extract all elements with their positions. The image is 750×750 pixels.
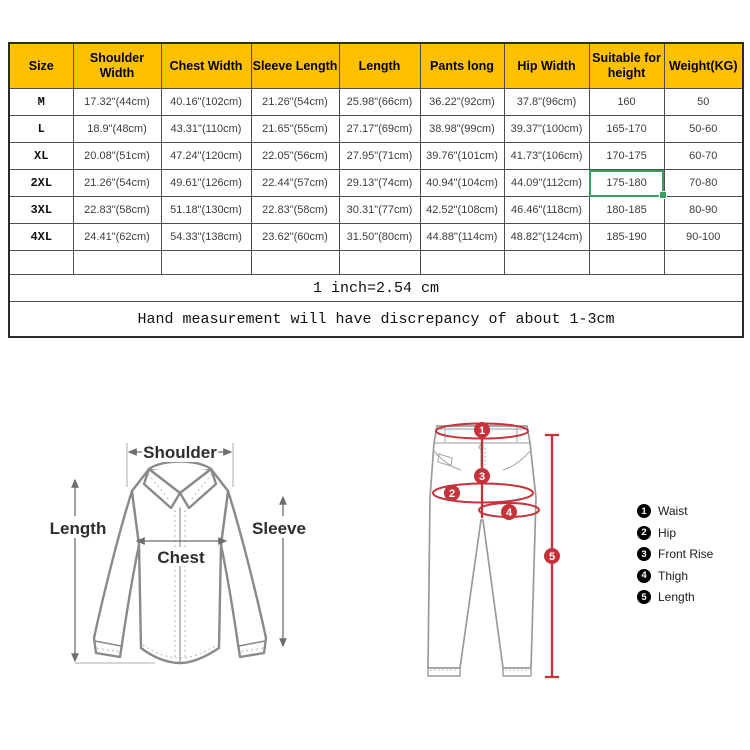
table-cell: 47.24"(120cm) — [161, 143, 251, 170]
inch-conversion-note: 1 inch=2.54 cm — [9, 275, 743, 302]
table-cell: 41.73"(106cm) — [504, 143, 589, 170]
table-cell: 21.26"(54cm) — [73, 170, 161, 197]
table-cell: 22.83"(58cm) — [73, 197, 161, 224]
table-cell — [73, 251, 161, 275]
table-cell: 40.94"(104cm) — [420, 170, 504, 197]
table-cell: 46.46"(118cm) — [504, 197, 589, 224]
table-cell: 50 — [664, 89, 743, 116]
size-label: L — [9, 116, 73, 143]
table-row — [9, 89, 743, 116]
table-row — [9, 197, 743, 224]
table-cell: 21.26"(54cm) — [251, 89, 339, 116]
table-notes — [9, 275, 743, 338]
table-cell: 43.31"(110cm) — [161, 116, 251, 143]
table-cell: 170-175 — [589, 143, 664, 170]
table-cell: 44.09"(112cm) — [504, 170, 589, 197]
legend-item-waist — [637, 504, 713, 518]
table-cell: 40.16"(102cm) — [161, 89, 251, 116]
empty-row — [9, 251, 743, 275]
table-row — [9, 116, 743, 143]
table-cell: 27.95"(71cm) — [339, 143, 420, 170]
table-cell: 31.50"(80cm) — [339, 224, 420, 251]
legend-label: Thigh — [658, 568, 689, 583]
note-row — [9, 275, 743, 302]
legend-number-badge: 3 — [637, 547, 651, 561]
column-header-pants-long: Pants long — [420, 43, 504, 89]
table-cell: 27.17"(69cm) — [339, 116, 420, 143]
table-cell: 165-170 — [589, 116, 664, 143]
table-cell: 50-60 — [664, 116, 743, 143]
table-cell: 160 — [589, 89, 664, 116]
table-cell: 22.05"(56cm) — [251, 143, 339, 170]
table-cell: 21.65"(55cm) — [251, 116, 339, 143]
size-label: M — [9, 89, 73, 116]
table-cell: 51.18"(130cm) — [161, 197, 251, 224]
table-cell — [161, 251, 251, 275]
chest-label: Chest — [157, 548, 205, 567]
size-label: XL — [9, 143, 73, 170]
pants-legend — [637, 504, 713, 612]
table-cell: 37.8"(96cm) — [504, 89, 589, 116]
table-cell — [339, 251, 420, 275]
table-cell: 49.61"(126cm) — [161, 170, 251, 197]
table-cell: 29.13"(74cm) — [339, 170, 420, 197]
table-cell: 175-180 — [589, 170, 664, 197]
table-cell: 30.31"(77cm) — [339, 197, 420, 224]
size-label: 2XL — [9, 170, 73, 197]
table-cell: 60-70 — [664, 143, 743, 170]
hip-marker-number: 2 — [448, 488, 456, 500]
table-cell: 90-100 — [664, 224, 743, 251]
pants-measurement-diagram — [425, 410, 575, 702]
column-header-length: Length — [339, 43, 420, 89]
table-cell: 22.44"(57cm) — [251, 170, 339, 197]
size-label: 4XL — [9, 224, 73, 251]
sleeve-label: Sleeve — [252, 519, 306, 538]
legend-item-thigh — [637, 569, 713, 583]
legend-label: Front Rise — [658, 547, 714, 561]
length-marker-number: 5 — [548, 551, 556, 563]
table-row — [9, 170, 743, 197]
table-cell — [504, 251, 589, 275]
legend-label: Length — [658, 590, 695, 604]
waist-marker-number: 1 — [478, 425, 486, 437]
legend-item-hip — [637, 526, 713, 540]
table-cell: 80-90 — [664, 197, 743, 224]
legend-item-front-rise — [637, 547, 713, 561]
table-cell — [9, 251, 73, 275]
shoulder-label: Shoulder — [143, 443, 217, 462]
table-cell: 18.9"(48cm) — [73, 116, 161, 143]
table-row — [9, 143, 743, 170]
table-cell: 25.98"(66cm) — [339, 89, 420, 116]
table-cell — [420, 251, 504, 275]
table-cell: 70-80 — [664, 170, 743, 197]
table-cell: 42.52"(108cm) — [420, 197, 504, 224]
thigh-marker-number: 4 — [505, 507, 513, 519]
table-cell: 38.98"(99cm) — [420, 116, 504, 143]
column-header-weight: Weight(KG) — [664, 43, 743, 89]
column-header-shoulder-width: Shoulder Width — [73, 43, 161, 89]
legend-number-badge: 4 — [637, 569, 651, 583]
legend-number-badge: 5 — [637, 590, 651, 604]
table-row — [9, 224, 743, 251]
table-cell — [589, 251, 664, 275]
table-cell: 39.76"(101cm) — [420, 143, 504, 170]
size-chart-table — [8, 42, 744, 338]
table-cell: 23.62"(60cm) — [251, 224, 339, 251]
front-rise-marker-number: 3 — [478, 471, 486, 483]
table-cell: 39.37"(100cm) — [504, 116, 589, 143]
table-cell — [251, 251, 339, 275]
length-label: Length — [49, 519, 107, 538]
table-cell: 48.82"(124cm) — [504, 224, 589, 251]
legend-label: Hip — [658, 525, 677, 540]
table-header-row — [9, 43, 743, 89]
table-cell: 24.41"(62cm) — [73, 224, 161, 251]
column-header-suitable-height: Suitable for height — [589, 43, 664, 89]
legend-number-badge: 2 — [637, 526, 651, 540]
note-row — [9, 302, 743, 338]
legend-item-length — [637, 590, 713, 604]
table-cell — [664, 251, 743, 275]
table-cell: 17.32"(44cm) — [73, 89, 161, 116]
column-header-size: Size — [9, 43, 73, 89]
table-cell: 36.22"(92cm) — [420, 89, 504, 116]
column-header-chest-width: Chest Width — [161, 43, 251, 89]
column-header-sleeve-length: Sleeve Length — [251, 43, 339, 89]
table-cell: 20.08"(51cm) — [73, 143, 161, 170]
measurement-discrepancy-note: Hand measurement will have discrepancy of about 1-3cm — [9, 302, 743, 338]
column-header-hip-width: Hip Width — [504, 43, 589, 89]
legend-number-badge: 1 — [637, 504, 651, 518]
table-cell: 54.33"(138cm) — [161, 224, 251, 251]
table-cell: 180-185 — [589, 197, 664, 224]
table-cell: 185-190 — [589, 224, 664, 251]
table-cell: 44.88"(114cm) — [420, 224, 504, 251]
table-cell: 22.83"(58cm) — [251, 197, 339, 224]
size-label: 3XL — [9, 197, 73, 224]
legend-label: Waist — [658, 504, 688, 518]
shirt-measurement-diagram — [30, 405, 330, 705]
